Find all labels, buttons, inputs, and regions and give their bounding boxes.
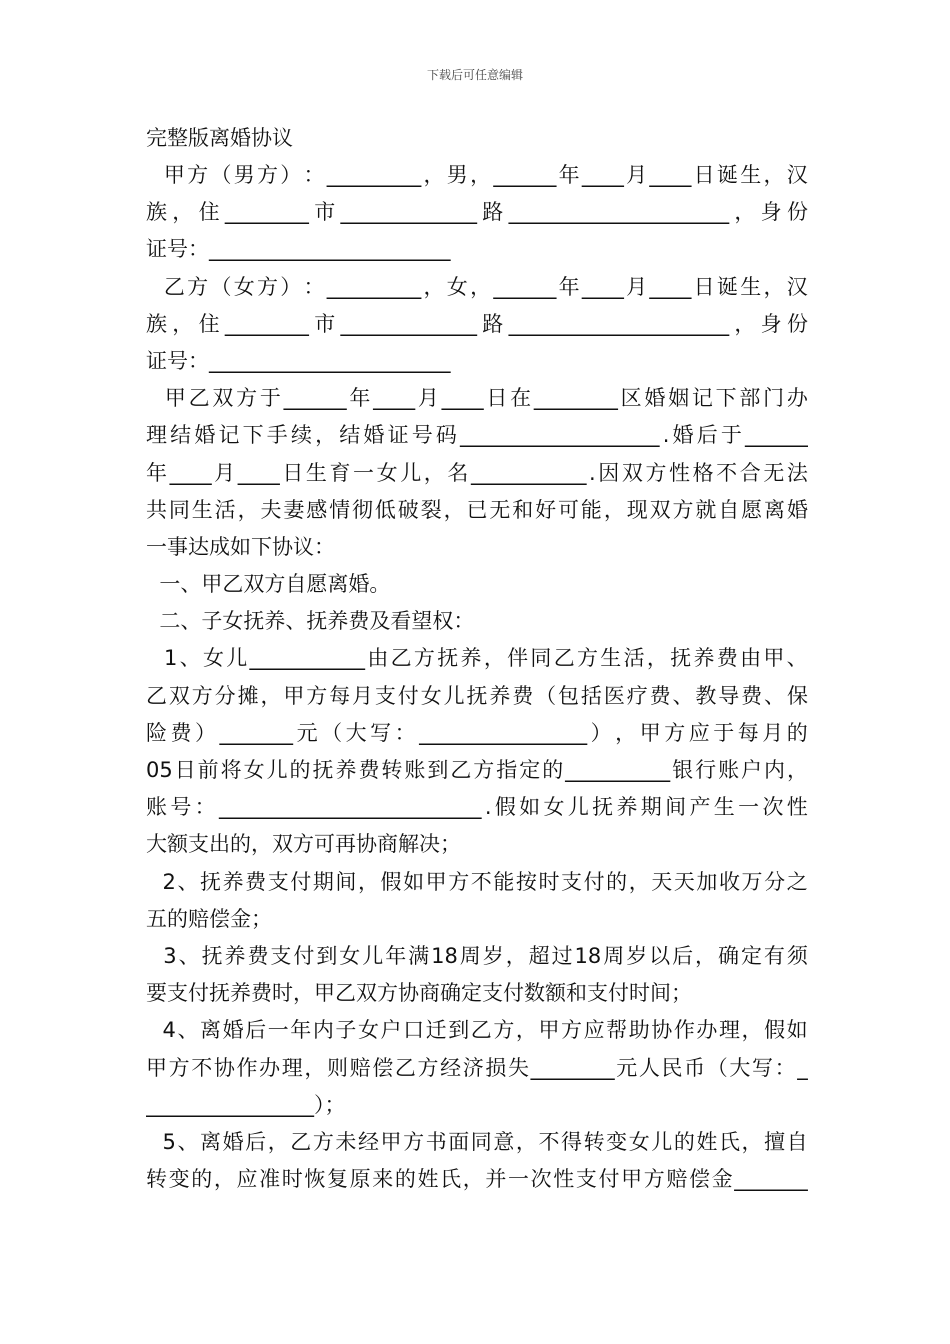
text-line: 要支付抚养费时，甲乙双方协商确定支付数额和支付时间； [146,981,692,1006]
text-line: 甲 方 不 协 作 办 理 ， 则 赔 偿 乙 方 经 济 损 失 ________ 元 人 民 币 （ 大 写 ： _ [146,1055,808,1080]
text-line: 大额支出的，双方可再协商解决； [146,832,461,857]
text-line: 05 日 前 将 女 儿 的 抚 养 费 转 账 到 乙 方 指 定 的 __________ 银 行 账 户 内 ， [146,758,808,782]
text-line: 5 、 离 婚 后 ， 乙 方 未 经 甲 方 书 面 同 意 ， 不 得 转 变 女 儿 的 姓 氏 ， 擅 自 [162,1129,808,1154]
text-line: 共 同 生 活 ， 夫 妻 感 情 彻 低 破 裂 ， 已 无 和 好 可 能 ， 现 双 方 就 自 愿 离 婚 [146,497,808,522]
text-line: 1 、 女 儿 ___________ 由 乙 方 抚 养 ， 伴 同 乙 方 生 活 ， 抚 养 费 由 甲 、 [163,646,808,671]
text-line: 乙 方 （ 女 方 ） ： _________ ， 女 ， ______ 年 ____ 月 ____ 日 诞 生 ， 汉 [163,274,808,299]
text-line: 2 、 抚 养 费 支 付 期 间 ， 假 如 甲 方 不 能 按 时 支 付 的 ， 天 天 加 收 万 分 之 [162,869,808,894]
text-line: 年 ____ 月 ____ 日 生 育 一 女 儿 ， 名 ___________ . 因 双 方 性 格 不 合 无 法 [146,460,808,485]
text-line: 一、甲乙双方自愿离婚。 [146,572,391,597]
document-title: 完整版离婚协议 [146,126,293,150]
document-body [146,120,808,1198]
header-note: 下载后可任意编辑 [426,68,523,82]
text-line: 账 号 ： _________________________ . 假 如 女 儿 抚 养 期 间 产 生 一 次 性 [146,795,808,820]
text-line: 证号：_______________________ [146,348,451,373]
text-line: 五的赔偿金； [146,906,272,931]
paragraph-lines [146,157,808,1198]
text-line: 乙 双 方 分 摊 ， 甲 方 每 月 支 付 女 儿 抚 养 费 （ 包 括 医 疗 费 、 教 导 费 、 保 [146,683,808,708]
text-line: 险 费 ） _______ 元 （ 大 写 ： ________________ ） ， 甲 方 应 于 每 月 的 [146,720,808,745]
text-line: 族 ， 住 ________ 市 _____________ 路 _____________________ ， 身 份 [146,311,808,336]
text-line: 族 ， 住 ________ 市 _____________ 路 _____________________ ， 身 份 [146,200,808,225]
text-line: 甲 方 （ 男 方 ） ： _________ ， 男 ， ______ 年 ____ 月 ____ 日 诞 生 ， 汉 [163,163,808,187]
text-line: ________________）； [146,1092,346,1117]
text-line: 理 结 婚 记 下 手 续 ， 结 婚 证 号 码 ___________________ . 婚 后 于 ______ [146,423,808,448]
text-line: 二、子女抚养、抚养费及看望权： [146,609,475,634]
text-line: 证号：_______________________ [146,237,451,262]
text-line: 转 变 的 ， 应 准 时 恢 复 原 来 的 姓 氏 ， 并 一 次 性 支 付 甲 方 赔 偿 金 _______ [146,1167,808,1192]
text-line: 3 、 抚 养 费 支 付 到 女 儿 年 满 18 周 岁 ， 超 过 18 周 岁 以 后 ， 确 定 有 须 [163,943,808,968]
text-line: 一事达成如下协议： [146,534,335,559]
text-line: 甲 乙 双 方 于 ______ 年 ____ 月 ____ 日 在 ________ 区 婚 姻 记 下 部 门 办 [164,386,808,411]
text-line: 4 、 离 婚 后 一 年 内 子 女 户 口 迁 到 乙 方 ， 甲 方 应 帮 助 协 作 办 理 ， 假 如 [162,1018,808,1043]
